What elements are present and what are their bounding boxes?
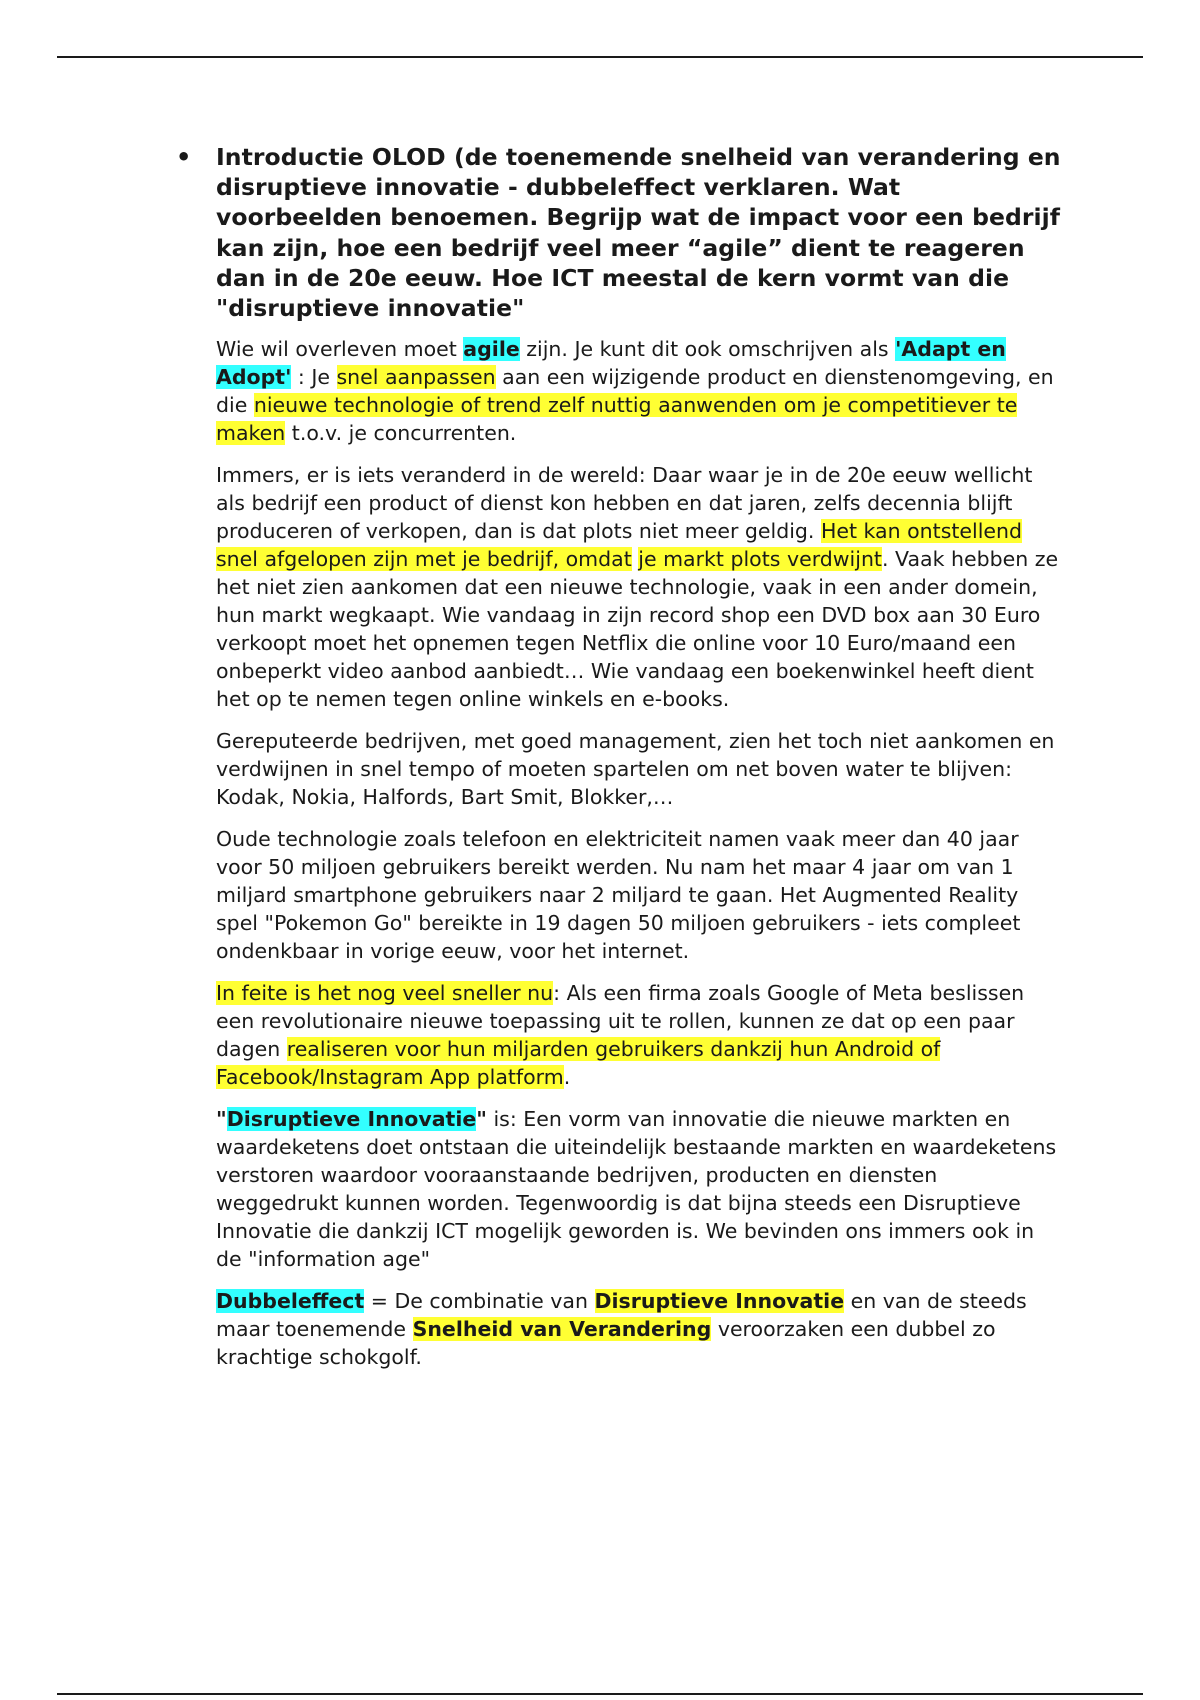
paragraph-dubbeleffect [216,1287,1066,1371]
text-run: aan een wijzigende product en dienstenomgeving, en die [216,365,1054,418]
paragraph-agile [216,335,1066,447]
text-run: Wie wil overleven moet [216,337,464,362]
highlight-miljarden-gebruikers: realiseren voor hun miljarden gebruikers dankzij hun Android of Facebook/Instagram App platform [216,1037,941,1090]
bullet-icon: • [176,143,192,171]
text-run: t.o.v. je concurrenten. [285,421,517,446]
paragraph-gereputeerde: Gereputeerde bedrijven, met goed management, zien het toch niet aankomen en verdwijnen in snel tempo of moeten spartelen om net boven water te blijven: Kodak, Nokia, Halfords, Bart Smit, Blokker,… [216,729,1055,810]
paragraph-disruptieve-innovatie [216,1105,1066,1273]
highlight-nieuwe-technologie: nieuwe technologie of trend zelf nuttig aanwenden om je competitiever te maken [216,393,1018,446]
text-run: = De combinatie van [364,1289,595,1314]
text-run: veroorzaken een dubbel zo krachtige schokgolf. [216,1317,996,1370]
document-body [176,142,1066,1385]
paragraph-oude-technologie: Oude technologie zoals telefoon en elektriciteit namen vaak meer dan 40 jaar voor 50 miljoen gebruikers bereikt werden. Nu nam het maar 4 jaar om van 1 miljard smartphone gebruikers naar 2 miljard te gaan. Het Augmented Reality spel "Pokemon Go" bereikte in 19 dagen 50 miljoen gebruikers - iets compleet ondenkbaar in vorige eeuw, voor het internet. [216,827,1021,964]
quote-mark: " [216,1107,227,1132]
highlight-adapt-adopt: 'Adapt en Adopt' [216,337,1006,390]
highlight-disruptieve-innovatie-term: Disruptieve Innovatie [226,1107,477,1132]
highlight-disruptieve-innovatie: Disruptieve Innovatie [594,1289,845,1314]
highlight-dubbeleffect-term: Dubbeleffect [216,1289,365,1314]
header-rule [57,56,1143,58]
quote-mark: " [476,1107,487,1132]
text-run: . [563,1065,571,1090]
footer-rule [57,1693,1143,1695]
text-run: : Je [291,365,337,390]
highlight-snel-aanpassen: snel aanpassen [336,365,496,390]
highlight-markt-verdwijnt: je markt plots verdwijnt [638,547,882,572]
highlight-agile: agile [463,337,520,362]
highlight-ontstellend-snel: Het kan ontstellend snel afgelopen zijn met je bedrijf, omdat [216,519,1023,572]
text-run: en van de steeds maar toenemende [216,1289,1027,1342]
text-run: zijn. Je kunt dit ook omschrijven als [519,337,896,362]
text-run: : Als een firma zoals Google of Meta beslissen een revolutionaire nieuwe toepassing uit te rollen, kunnen ze dat op een paar dagen [216,981,1025,1062]
paragraph-in-feite [216,979,1066,1091]
highlight-sneller-nu: In feite is het nog veel sneller nu [216,981,554,1006]
text-run: is: Een vorm van innovatie die nieuwe markten en waardeketens doet ontstaan die uiteindelijk bestaande markten en waardeketens verstoren waardoor vooraanstaande bedrijven, producten en diensten weggedrukt kunnen worden. Tegenwoordig is dat bijna steeds een Disruptieve Innovatie die dankzij ICT mogelijk geworden is. We bevinden ons immers ook in de "information age" [216,1107,1057,1272]
text-run: Immers, er is iets veranderd in de wereld: Daar waar je in de 20e eeuw wellicht als bedrijf een product of dienst kon hebben en dat jaren, zelfs decennia blijft produceren of verkopen, dan is dat plots niet meer geldig. [216,463,1033,544]
text-run: . Vaak hebben ze het niet zien aankomen dat een nieuwe technologie, vaak in een ander domein, hun markt wegkaapt. Wie vandaag in zijn record shop een DVD box aan 30 Euro verkoopt moet het opnemen tegen Netflix die online voor 10 Euro/maand een onbeperkt video aanbod aanbiedt… Wie vandaag een boekenwinkel heeft dient het op te nemen tegen online winkels en e-books. [216,547,1059,712]
highlight-snelheid-van-verandering: Snelheid van Verandering [412,1317,712,1342]
section-heading: Introductie OLOD (de toenemende snelheid van verandering en disruptieve innovatie - dubbeleffect verklaren. Wat voorbeelden benoemen. Begrijp wat de impact voor een bedrijf kan zijn, hoe een bedrijf veel meer “agile” dient te reageren dan in de 20e eeuw. Hoe ICT meestal de kern vormt van die "disruptieve innovatie" [216,143,1061,323]
paragraph-immers [216,461,1066,713]
